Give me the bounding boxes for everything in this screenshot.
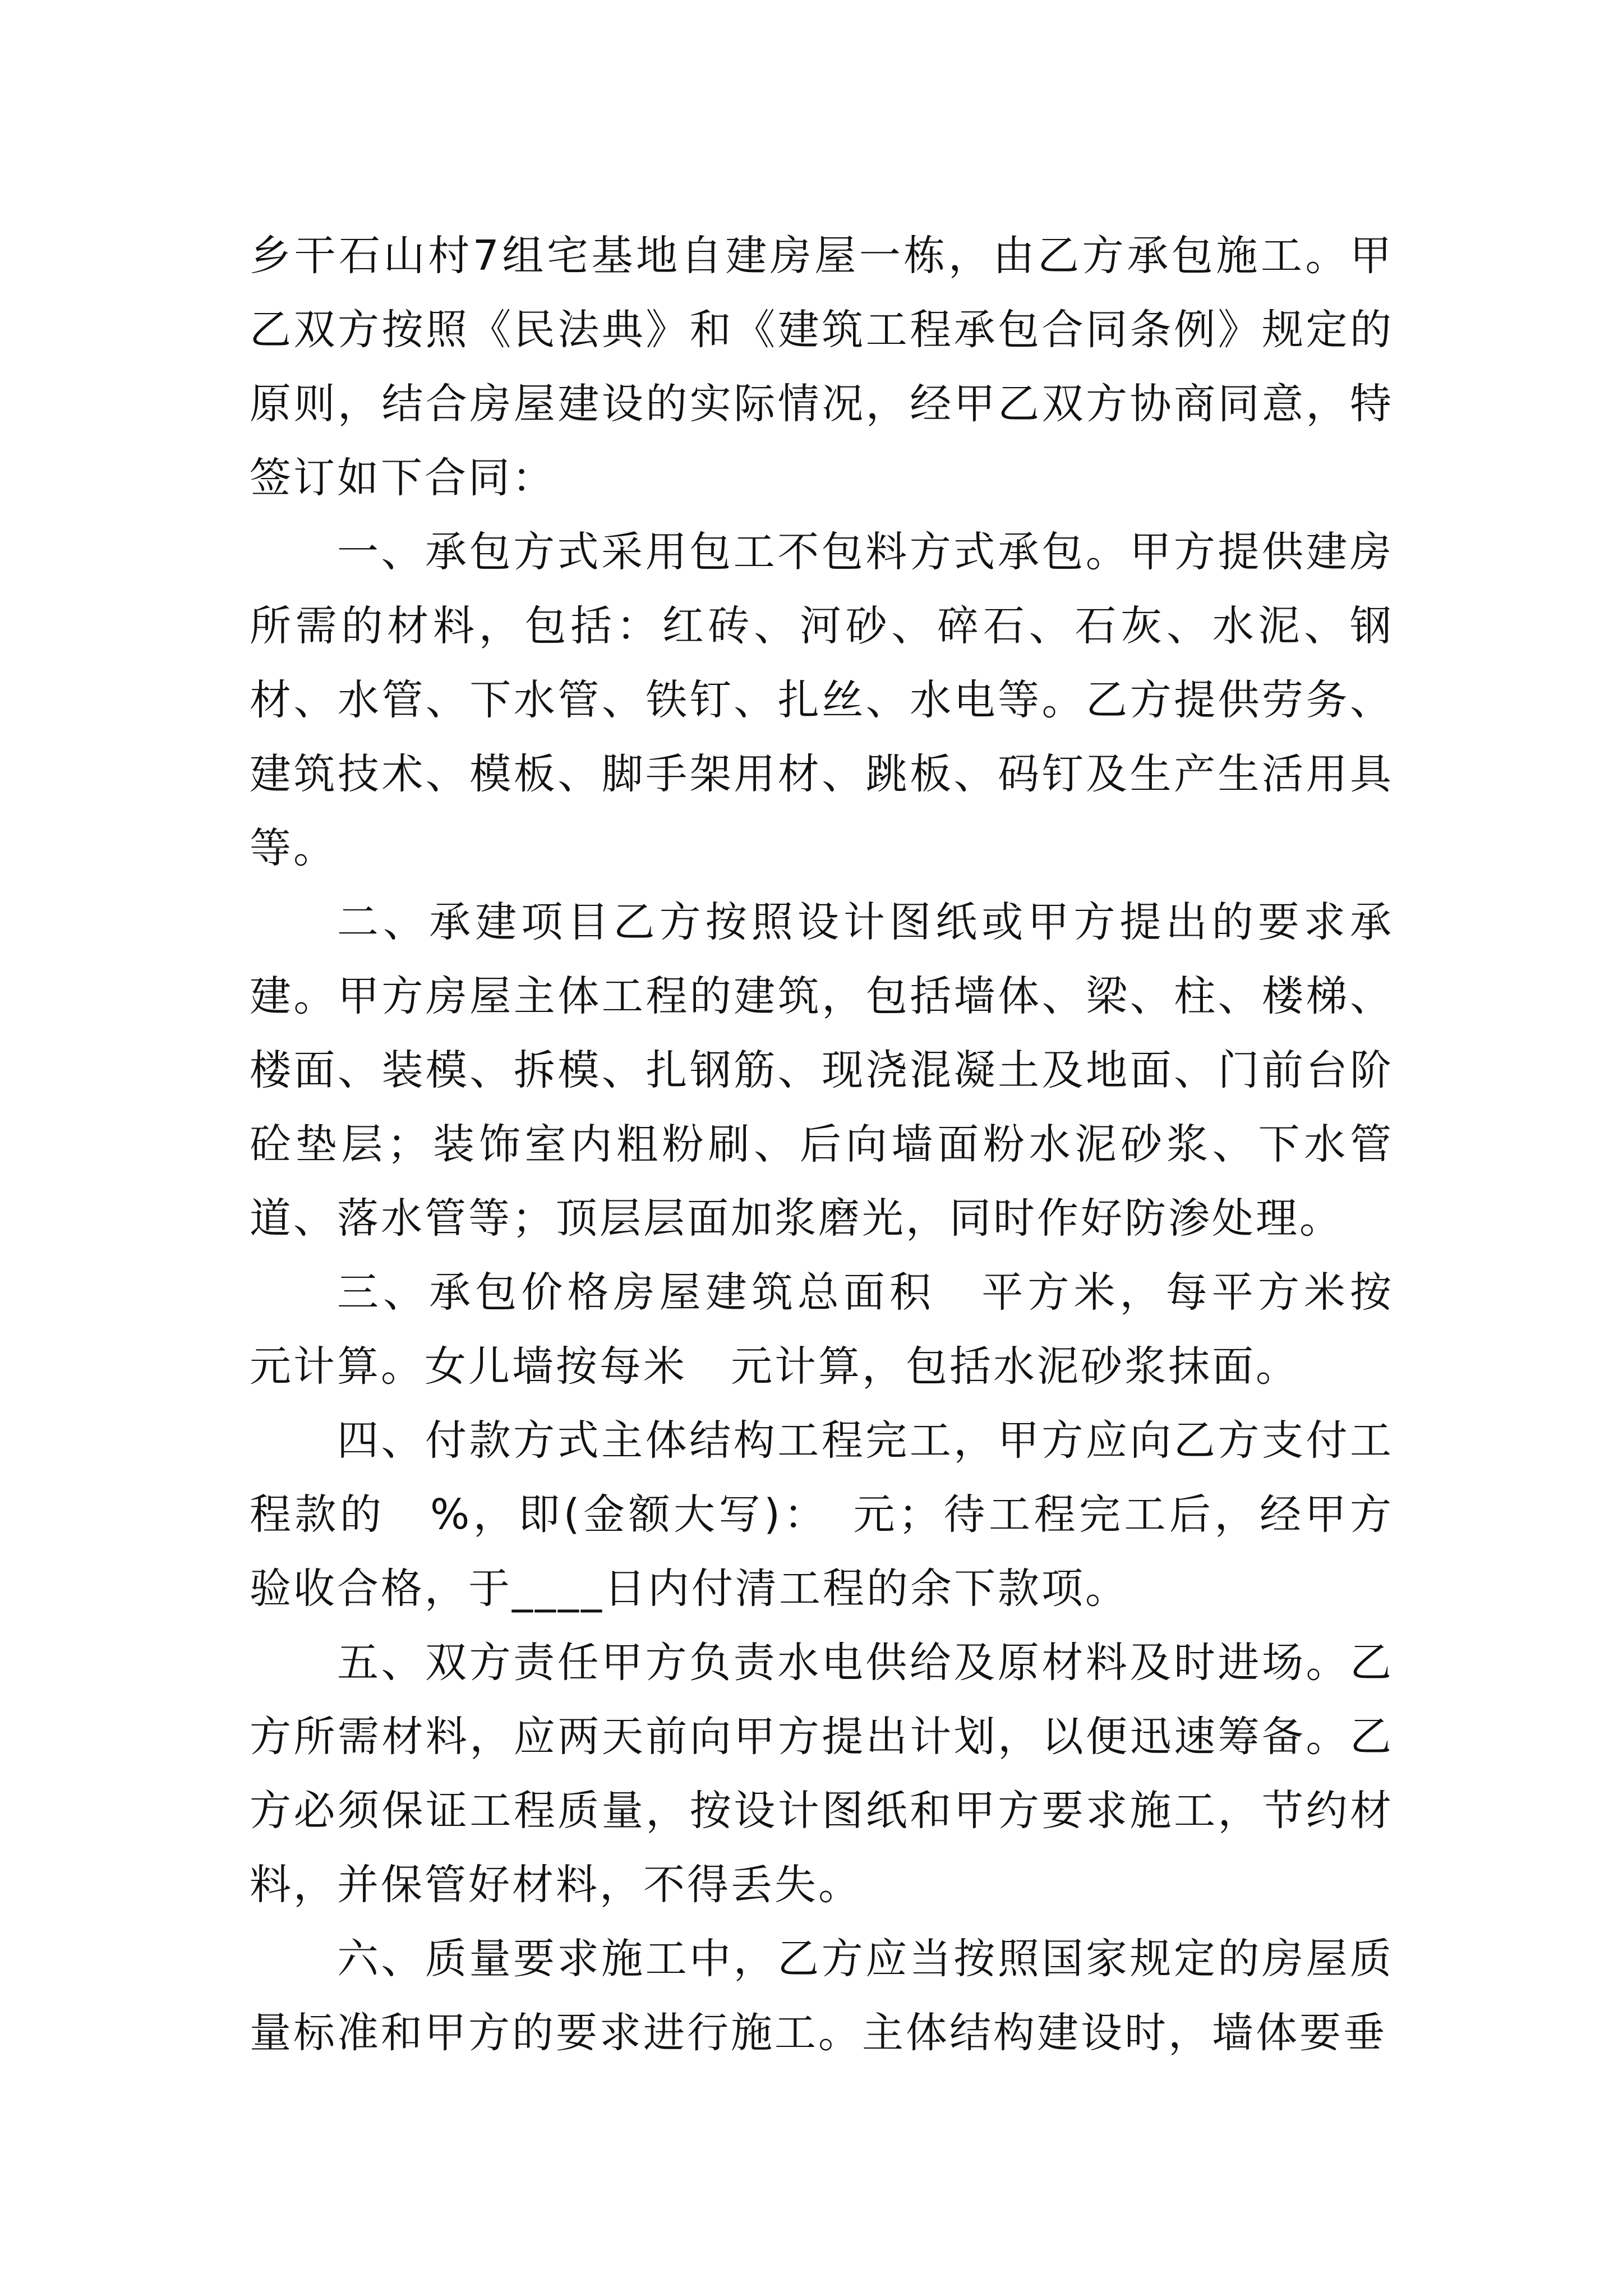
paragraph-clause-6-quality: 六、质量要求施工中，乙方应当按照国家规定的房屋质量标准和甲方的要求进行施工。主体结构建设时，墙体要垂 [250, 1935, 1394, 2057]
paragraph-clause-2-project-scope: 二、承建项目乙方按照设计图纸或甲方提出的要求承建。甲方房屋主体工程的建筑，包括墙体、梁、柱、楼梯、楼面、装模、拆模、扎钢筋、现浇混凝土及地面、门前台阶砼垫层；装饰室内粗粉刷、后向墙面粉水泥砂浆、下水管道、落水管等；顶层层面加浆磨光，同时作好防渗处理。 [250, 898, 1394, 1243]
paragraph-clause-4-payment: 四、付款方式主体结构工程完工，甲方应向乙方支付工程款的 %，即(金额大写)： 元；待工程完工后，经甲方验收合格，于____日内付清工程的余下款项。 [250, 1416, 1394, 1613]
paragraph-clause-3-price: 三、承包价格房屋建筑总面积 平方米，每平方米按 元计算。女儿墙按每米 元计算，包括水泥砂浆抹面。 [250, 1268, 1437, 1391]
paragraph-intro-continuation: 乡干石山村7组宅基地自建房屋一栋，由乙方承包施工。甲乙双方按照《民法典》和《建筑工程承包合同条例》规定的原则，结合房屋建设的实际情况，经甲乙双方协商同意，特签订如下合同： [250, 232, 1394, 502]
contract-body [250, 219, 1437, 2070]
paragraph-clause-5-responsibilities: 五、双方责任甲方负责水电供给及原材料及时进场。乙方所需材料，应两天前向甲方提出计划，以便迅速筹备。乙方必须保证工程质量，按设计图纸和甲方要求施工，节约材料，并保管好材料，不得丢失。 [250, 1639, 1394, 1909]
paragraph-clause-1-contract-method: 一、承包方式采用包工不包料方式承包。甲方提供建房所需的材料，包括：红砖、河砂、碎石、石灰、水泥、钢材、水管、下水管、铁钉、扎丝、水电等。乙方提供劳务、建筑技术、模板、脚手架用材、跳板、码钉及生产生活用具等。 [250, 528, 1394, 872]
